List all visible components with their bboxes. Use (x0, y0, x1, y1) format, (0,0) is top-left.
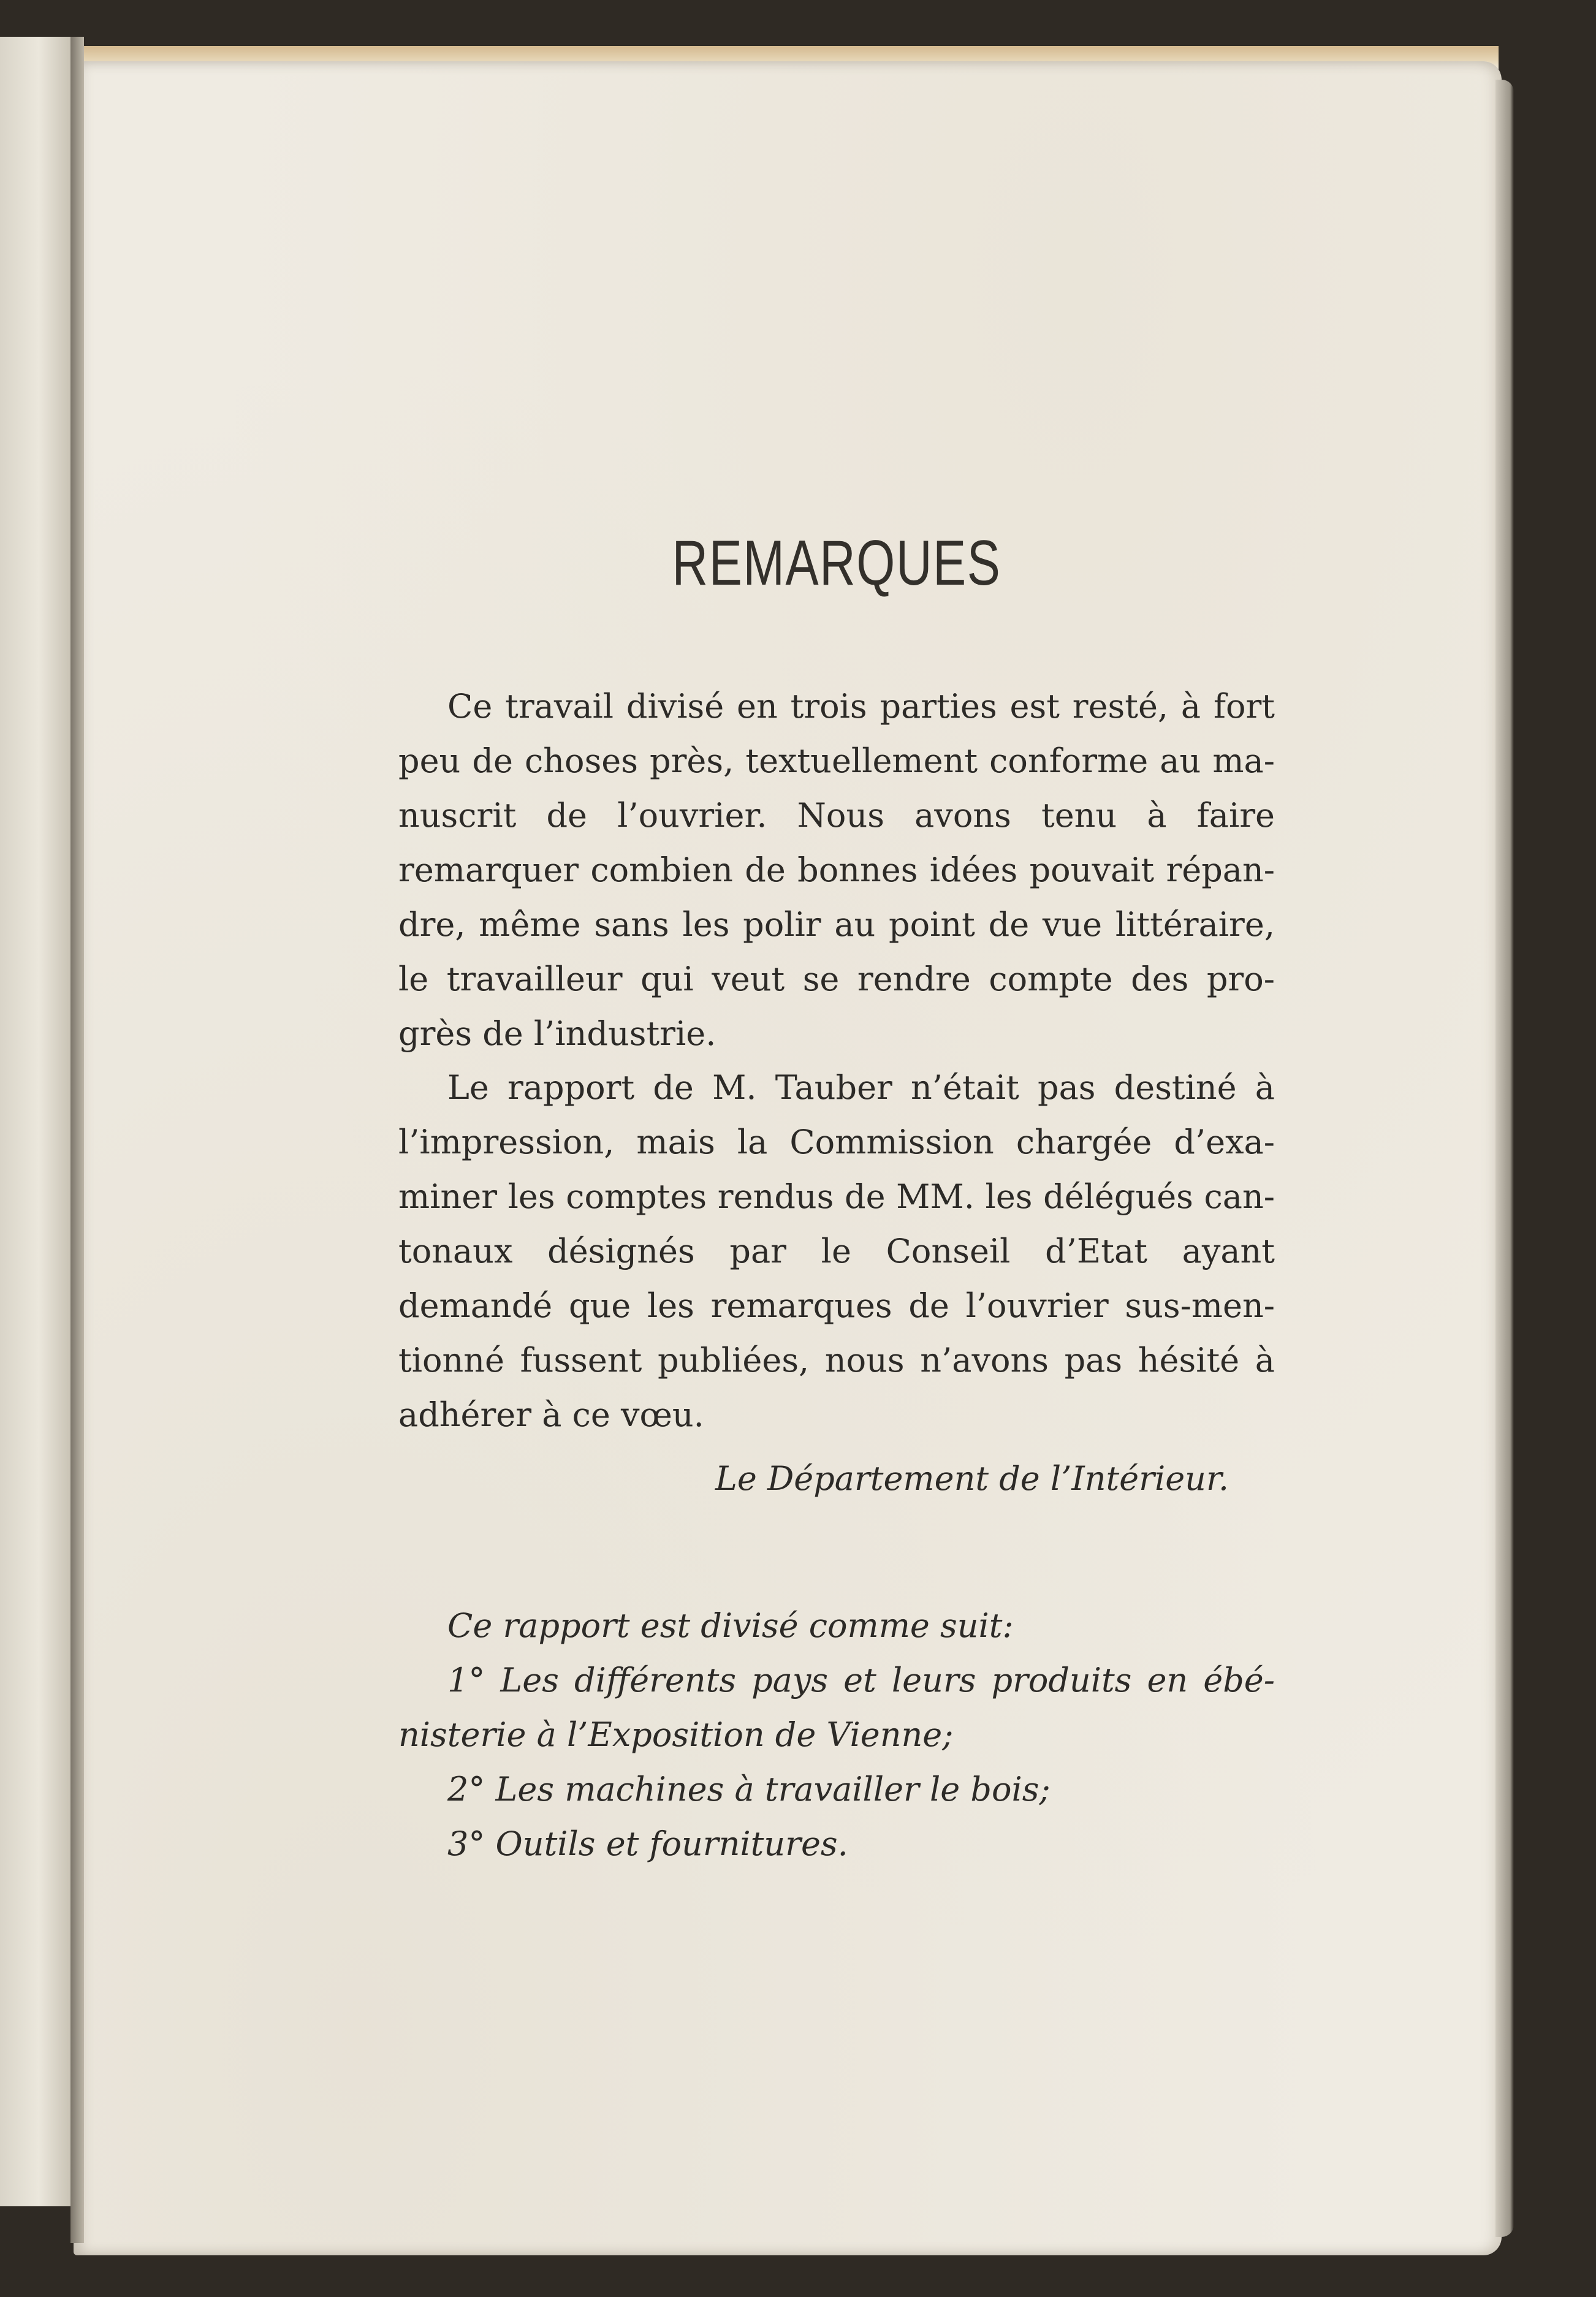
text-line: nuscrit de l’ouvrier. Nous avons tenu à faire (398, 796, 1275, 835)
book-gutter (70, 37, 84, 2243)
page-title: REMARQUES (672, 528, 1001, 599)
paragraph-2 (398, 1060, 1275, 1442)
text-line: demandé que les remarques de l’ouvrier sus-men- (398, 1286, 1275, 1325)
text-line: tonaux désignés par le Conseil d’Etat ayant (398, 1232, 1275, 1270)
text-line: adhérer à ce vœu. (398, 1395, 704, 1434)
report-division-list (398, 1598, 1275, 1871)
text-line: peu de choses près, textuellement conforme au ma- (398, 742, 1275, 780)
text-line: miner les comptes rendus de MM. les délégués can- (398, 1177, 1275, 1216)
list-item: 1° Les différents pays et leurs produits en ébé- (447, 1661, 1275, 1699)
list-item-continuation: nisterie à l’Exposition de Vienne; (398, 1715, 954, 1754)
page-right-edge (1495, 80, 1514, 2237)
list-item: 2° Les machines à travailler le bois; (447, 1770, 1051, 1809)
text-line: Ce travail divisé en trois parties est resté, à fort (447, 687, 1275, 726)
text-line: tionné fussent publiées, nous n’avons pas hésité à (398, 1341, 1275, 1380)
paragraph-1 (398, 679, 1275, 1061)
text-line: l’impression, mais la Commission chargée d’exa- (398, 1123, 1275, 1161)
text-line: Le rapport de M. Tauber n’était pas destiné à (447, 1068, 1275, 1107)
text-line: dre, même sans les polir au point de vue littéraire, (398, 905, 1275, 944)
text-line: grès de l’industrie. (398, 1014, 716, 1053)
text-line: le travailleur qui veut se rendre compte des pro- (398, 960, 1275, 998)
division-intro: Ce rapport est divisé comme suit: (447, 1606, 1014, 1645)
signature: Le Département de l’Intérieur. (715, 1459, 1229, 1498)
list-item: 3° Outils et fournitures. (447, 1824, 848, 1863)
left-page-edge (0, 37, 72, 2206)
text-line: remarquer combien de bonnes idées pouvait répan- (398, 851, 1275, 889)
book-page (74, 61, 1502, 2255)
